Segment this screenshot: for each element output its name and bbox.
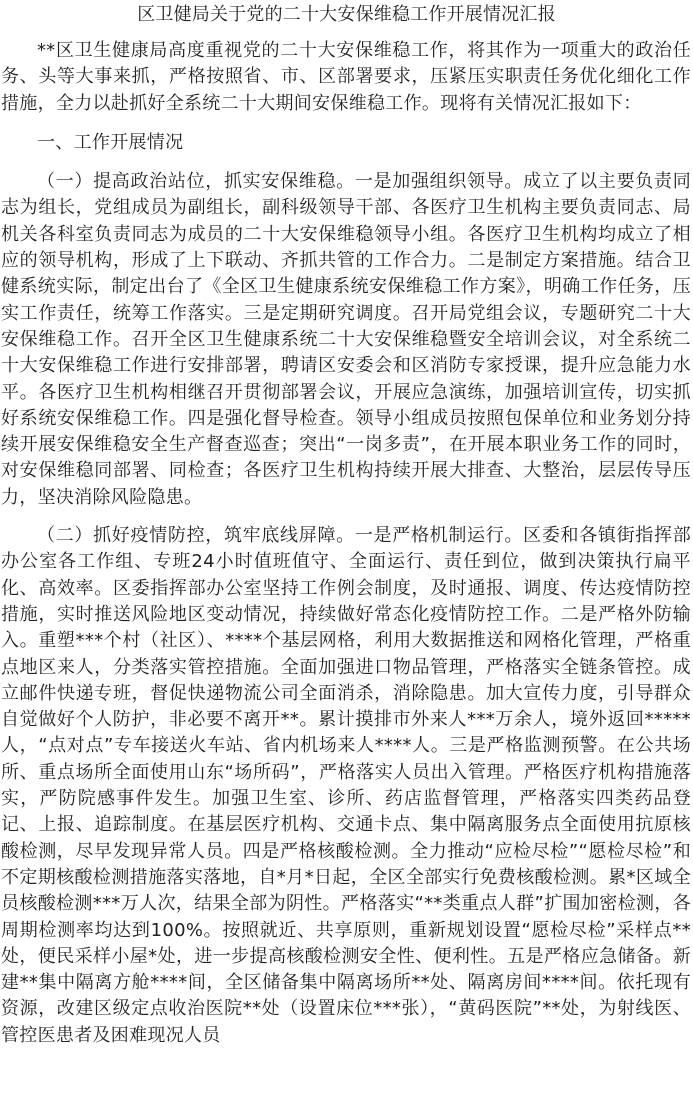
intro-paragraph: **区卫生健康局高度重视党的二十大安保维稳工作，将其作为一项重大的政治任务、头等大事来抓，严格按照省、市、区部署要求，压紧压实职责任务优化细化工作措施，全力以赴抓好全系统二十大期间安保维稳工作。现将有关情况汇报如下： xyxy=(1,40,691,114)
paragraph-political-stance: （一）提高政治站位，抓实安保维稳。一是加强组织领导。成立了以主要负责同志为组长，党组成员为副组长，副科级领导干部、各医疗卫生机构主要负责同志、局机关各科室负责同志为成员的二十大安保维稳领导小组。各医疗卫生机构均成立了相应的领导机构，形成了上下联动、齐抓共管的工作合力。二是制定方案措施。结合卫健系统实际，制定出台了《全区卫生健康系统安保维稳工作方案》，明确工作任务，压实工作责任，统筹工作落实。三是定期研究调度。召开局党组会议，专题研究二十大安保维稳工作。召开全区卫生健康系统二十大安保维稳暨安全培训会议，对全系统二十大安保维稳工作进行安排部署，聘请区安委会和区消防专家授课，提升应急能力水平。各医疗卫生机构相继召开贯彻部署会议，开展应急演练，加强培训宣传，切实抓好系统安保维稳工作。四是强化督导检查。领导小组成员按照包保单位和业务划分持续开展安保维稳安全生产督查巡查；突出“一岗多责”，在开展本职业务工作的同时，对安保维稳同部署、同检查；各医疗卫生机构持续开展大排查、大整治，层层传导压力，坚决消除风险隐患。 xyxy=(1,171,691,508)
paragraph-epidemic-prevention: （二）抓好疫情防控，筑牢底线屏障。一是严格机制运行。区委和各镇街指挥部办公室各工作组、专班24小时值班值守、全面运行、责任到位，做到决策执行扁平化、高效率。区委指挥部办公室坚持工作例会制度，及时通报、调度、传达疫情防控措施，实时推送风险地区变动情况，持续做好常态化疫情防控工作。二是严格外防输入。重塑***个村（社区）、****个基层网格，利用大数据推送和网格化管理，严格重点地区来人，分类落实管控措施。全面加强进口物品管理，严格落实全链条管控。成立邮件快递专班，督促快递物流公司全面消杀，消除隐患。加大宣传力度，引导群众自觉做好个人防护，非必要不离开**。累计摸排市外来人***万余人，境外返回*****人，“点对点”专车接送火车站、省内机场来人****人。三是严格监测预警。在公共场所、重点场所全面使用山东“场所码”，严格落实人员出入管理。严格医疗机构措施落实，严防院感事件发生。加强卫生室、诊所、药店监督管理，严格落实四类药品登记、上报、追踪制度。在基层医疗机构、交通卡点、集中隔离服务点全面使用抗原核酸检测，尽早发现异常人员。四是严格核酸检测。全力推动“应检尽检”“愿检尽检”和不定期核酸检测措施落实落地，自*月*日起，全区全部实行免费核酸检测。累*区域全员核酸检测***万人次，结果全部为阴性。严格落实“**类重点人群”扩围加密检测，各周期检测率均达到100%。按照就近、共享原则，重新规划设置“愿检尽检”采样点**处，便民采样小屋*处，进一步提高核酸检测安全性、便利性。五是严格应急储备。新建**集中隔离方舱****间，全区储备集中隔离场所**处、隔离房间****间。依托现有资源，改建区级定点收治医院**处（设置床位***张），“黄码医院”**处，为射线医、管控医患者及困难现况人员 xyxy=(1,525,691,1046)
section-heading: 一、工作开展情况 xyxy=(37,131,184,153)
document-title: 区卫健局关于党的二十大安保维稳工作开展情况汇报 xyxy=(137,4,556,25)
